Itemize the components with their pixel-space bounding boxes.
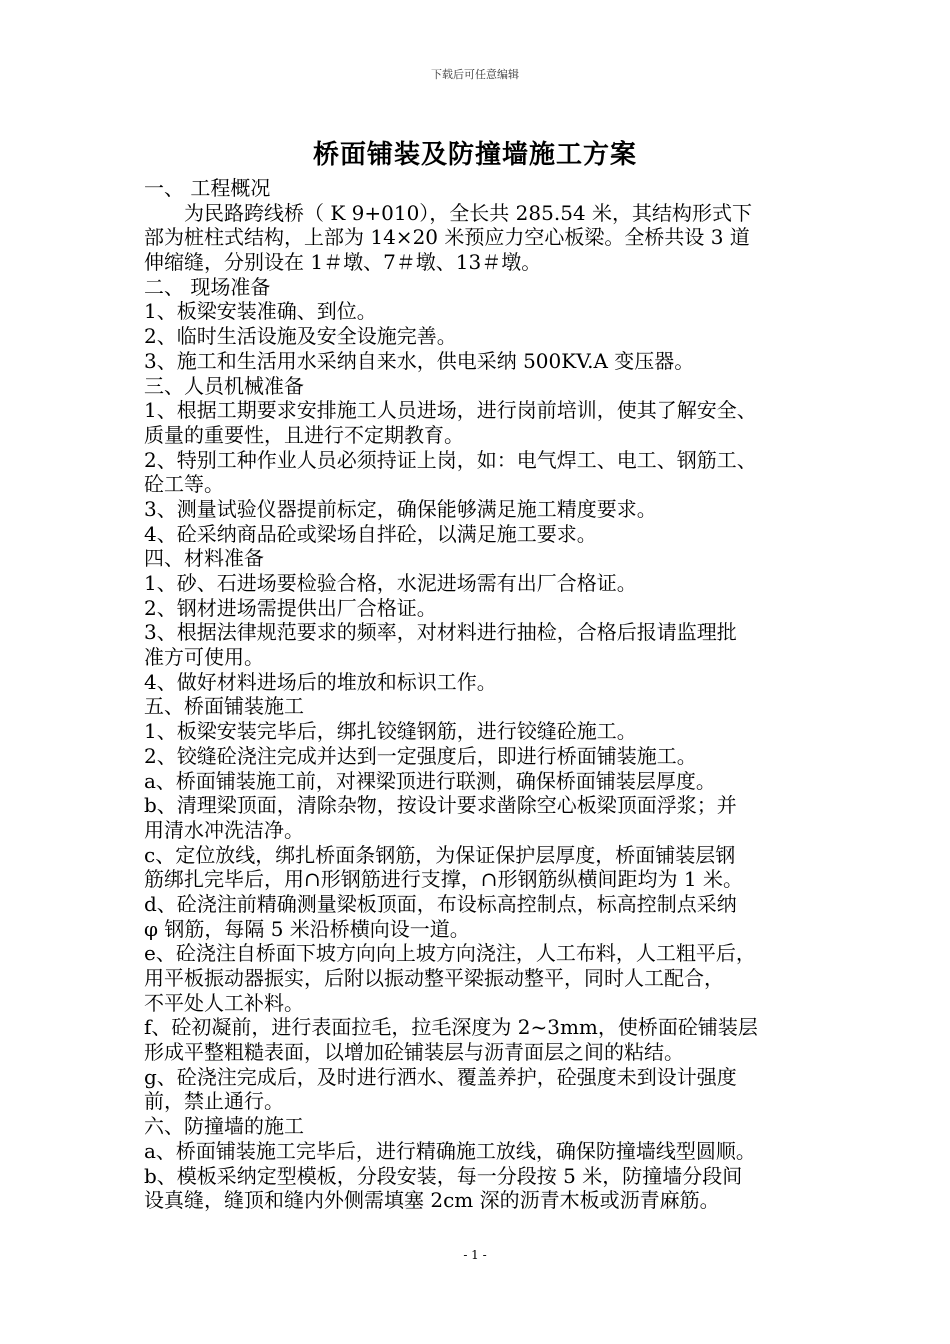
text-line: 二、 现场准备: [144, 274, 271, 299]
document-title: 桥面铺装及防撞墙施工方案: [312, 140, 637, 170]
text-line: 1、板梁安装完毕后，绑扎铰缝钢筋，进行铰缝砼施工。: [144, 719, 637, 744]
text-line: 部为桩柱式结构，上部为 14×20 米预应力空心板梁。全桥共设 3 道: [144, 225, 750, 250]
text-line: 伸缩缝，分别设在 1＃墩、7＃墩、13＃墩。: [144, 250, 542, 275]
document-body: [144, 176, 832, 1213]
page-header: 下载后可任意编辑: [431, 68, 519, 81]
text-line: b、清理梁顶面，清除杂物，按设计要求凿除空心板梁顶面浮浆；并: [144, 793, 737, 818]
text-line: 五、桥面铺装施工: [144, 694, 304, 719]
text-line: 前，禁止通行。: [144, 1089, 284, 1114]
text-line: 为民路跨线桥（ K 9+010），全长共 285.54 米，其结构形式下: [184, 200, 753, 225]
text-line: 不平处人工补料。: [144, 990, 304, 1015]
text-line: c、定位放线，绑扎桥面条钢筋，为保证保护层厚度，桥面铺装层钢: [144, 842, 736, 867]
text-line: 3、施工和生活用水采纳自来水，供电采纳 500KV.A 变压器。: [144, 348, 695, 373]
text-line: 形成平整粗糙表面，以增加砼铺装层与沥青面层之间的粘结。: [144, 1040, 684, 1065]
text-line: f、砼初凝前，进行表面拉毛，拉毛深度为 2~3mm，使桥面砼铺装层: [144, 1015, 758, 1040]
text-line: 三、人员机械准备: [144, 373, 304, 398]
text-line: φ 钢筋，每隔 5 米沿桥横向设一道。: [144, 916, 470, 941]
text-line: 2、钢材进场需提供出厂合格证。: [144, 595, 437, 620]
text-line: d、砼浇注前精确测量梁板顶面，布设标高控制点，标高控制点采纳: [144, 891, 737, 916]
page-number: - 1 -: [463, 1248, 487, 1262]
text-line: 1、根据工期要求安排施工人员进场，进行岗前培训，使其了解安全、: [144, 398, 757, 423]
text-line: 1、砂、石进场要检验合格，水泥进场需有出厂合格证。: [144, 571, 637, 595]
text-line: 质量的重要性，且进行不定期教育。: [144, 422, 464, 447]
text-line: 用平板振动器振实，后附以振动整平梁振动整平，同时人工配合，: [144, 966, 724, 990]
text-line: 筋绑扎完毕后，用∩形钢筋进行支撑，∩形钢筋纵横间距均为 1 米。: [144, 867, 743, 892]
text-line: 1、板梁安装准确、到位。: [144, 299, 377, 324]
text-line: 2、特别工种作业人员必须持证上岗，如：电气焊工、电工、钢筋工、: [144, 447, 757, 472]
text-line: 四、材料准备: [144, 546, 264, 571]
text-line: 2、临时生活设施及安全设施完善。: [144, 324, 457, 349]
text-line: 3、测量试验仪器提前标定，确保能够满足施工精度要求。: [144, 496, 657, 521]
text-line: g、砼浇注完成后，及时进行洒水、覆盖养护，砼强度未到设计强度: [144, 1064, 737, 1089]
text-line: 砼工等。: [144, 472, 224, 497]
text-line: 准方可使用。: [144, 645, 264, 670]
text-line: 2、铰缝砼浇注完成并达到一定强度后，即进行桥面铺装施工。: [144, 743, 697, 768]
text-line: 设真缝，缝顶和缝内外侧需填塞 2cm 深的沥青木板或沥青麻筋。: [144, 1188, 720, 1213]
text-line: e、砼浇注自桥面下坡方向向上坡方向浇注，人工布料，人工粗平后，: [144, 941, 756, 966]
text-line: 用清水冲洗洁净。: [144, 817, 304, 842]
text-line: 一、 工程概况: [144, 176, 271, 200]
text-line: 六、防撞墙的施工: [144, 1114, 304, 1139]
text-line: b、模板采纳定型模板，分段安装，每一分段按 5 米，防撞墙分段间: [144, 1163, 743, 1188]
text-line: 3、根据法律规范要求的频率，对材料进行抽检，合格后报请监理批: [144, 620, 737, 645]
text-line: 4、砼采纳商品砼或梁场自拌砼，以满足施工要求。: [144, 521, 597, 546]
text-line: a、桥面铺装施工完毕后，进行精确施工放线，确保防撞墙线型圆顺。: [144, 1138, 756, 1163]
text-line: 4、做好材料进场后的堆放和标识工作。: [144, 669, 497, 694]
text-line: a、桥面铺装施工前，对裸梁顶进行联测，确保桥面铺装层厚度。: [144, 768, 716, 793]
